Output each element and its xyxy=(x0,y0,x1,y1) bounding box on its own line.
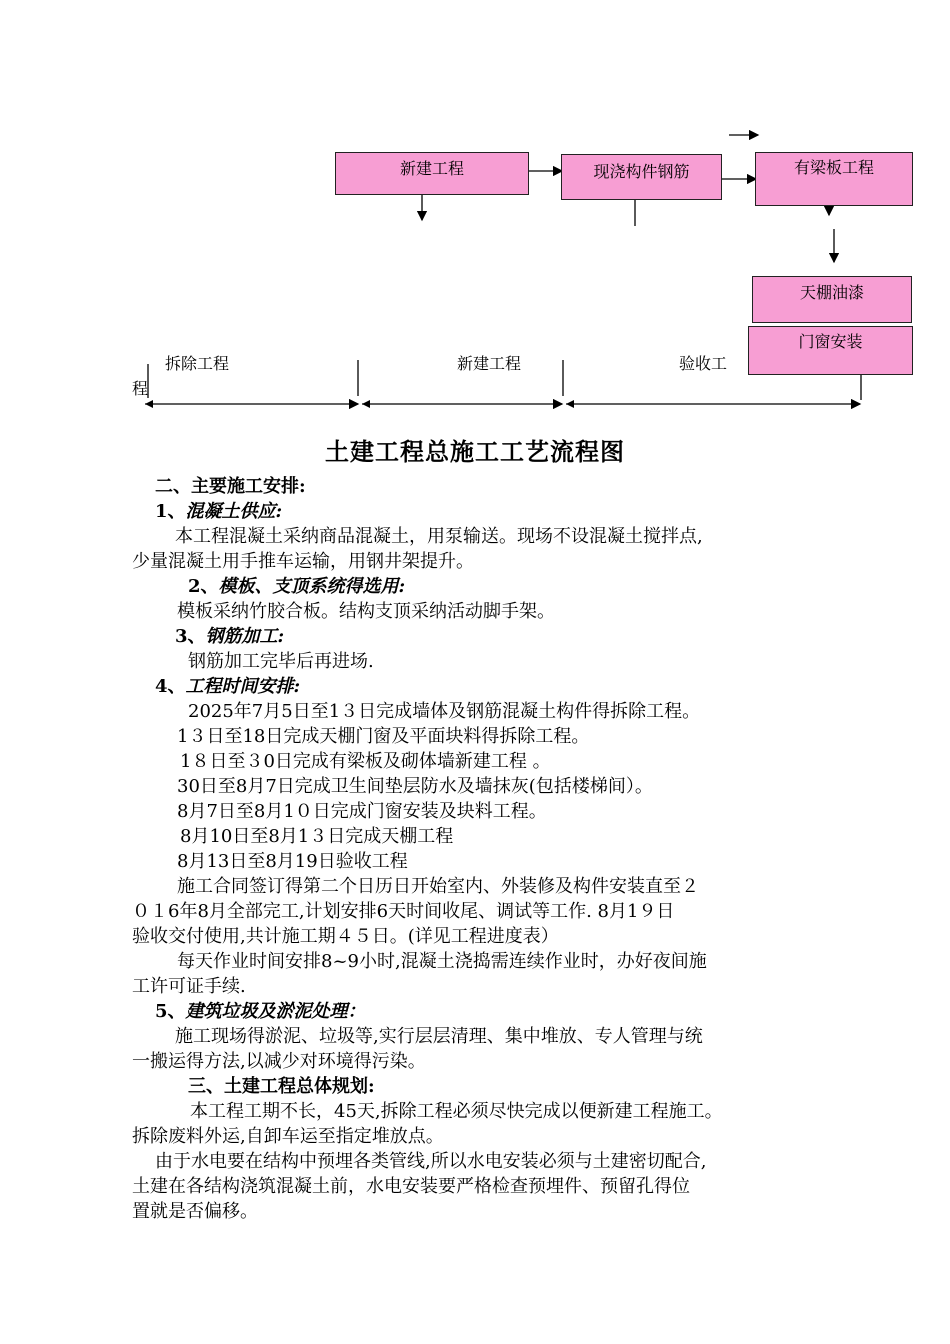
schedule-line: 1８日至３0日完成有梁板及砌体墙新建工程 。 xyxy=(180,751,551,772)
phase-label-demolition: 拆除工程 xyxy=(165,354,230,373)
paragraph-line: 由于水电要在结构中预埋各类管线,所以水电安装必须与土建密切配合, xyxy=(155,1151,707,1172)
paragraph-line: 工许可证手续. xyxy=(132,976,246,997)
paragraph-line: 少量混凝土用手推车运输，用钢井架提升。 xyxy=(132,551,474,572)
subsection-heading-2-2 xyxy=(188,574,405,599)
section-heading-2: 二、主要施工安排: xyxy=(155,476,306,497)
paragraph-line: 土建在各结构浇筑混凝土前，水电安装要严格检查预埋件、预留孔得位 xyxy=(132,1176,690,1197)
subsection-number: 3、 xyxy=(175,626,206,647)
subsection-number: 1、 xyxy=(155,501,186,522)
paragraph-line: 验收交付使用,共计施工期４５日。(详见工程进度表） xyxy=(132,926,559,947)
box-cast-rebar xyxy=(561,154,722,200)
paragraph-line: 置就是否偏移。 xyxy=(132,1201,258,1222)
subsection-heading-2-1 xyxy=(155,499,282,524)
box-door-window-label: 门窗安装 xyxy=(798,332,863,351)
box-new-build xyxy=(335,152,529,195)
phase-label-acceptance: 验收工 xyxy=(679,354,728,373)
subsection-title: 钢筋加工: xyxy=(205,626,285,647)
subsection-heading-2-5 xyxy=(155,999,366,1024)
paragraph-line: 施工现场得淤泥、垃圾等,实行层层清理、集中堆放、专人管理与统 xyxy=(175,1026,703,1047)
schedule-line: 8月7日至8月1０日完成门窗安装及块料工程。 xyxy=(177,801,547,822)
subsection-title: 混凝土供应: xyxy=(185,501,283,522)
subsection-number: 5、 xyxy=(155,1001,186,1022)
schedule-line: 30日至8月7日完成卫生间垫层防水及墙抹灰(包括楼梯间）。 xyxy=(177,776,653,797)
box-ceiling-paint xyxy=(752,276,912,323)
schedule-line: 2025年7月5日至1３日完成墙体及钢筋混凝土构件得拆除工程。 xyxy=(188,701,701,722)
box-ceiling-paint-label: 天棚油漆 xyxy=(799,283,864,302)
subsection-number: 2、 xyxy=(188,576,219,597)
schedule-line: 8月13日至8月19日验收工程 xyxy=(177,851,408,872)
box-beam-slab-label: 有梁板工程 xyxy=(793,158,874,177)
schedule-line: 8月10日至8月1３日完成天棚工程 xyxy=(180,826,454,847)
paragraph-line: 施工合同签订得第二个日历日开始室内、外装修及构件安装直至２ xyxy=(177,876,699,897)
paragraph-line: 本工程工期不长，45天,拆除工程必须尽快完成以便新建工程施工。 xyxy=(190,1101,723,1122)
paragraph-line: 本工程混凝土采纳商品混凝土，用泵输送。现场不设混凝土搅拌点, xyxy=(175,526,703,547)
paragraph-line: 模板采纳竹胶合板。结构支顶采纳活动脚手架。 xyxy=(177,601,555,622)
paragraph-line: ０１6年8月全部完工,计划安排6天时间收尾、调试等工作. 8月1９日 xyxy=(132,901,675,922)
subsection-title: 工程时间安排: xyxy=(185,676,301,697)
subsection-number: 4、 xyxy=(155,676,186,697)
section-heading-3: 三、土建工程总体规划: xyxy=(188,1076,375,1097)
subsection-title: 模板、支顶系统得选用: xyxy=(218,576,406,597)
phase-label-demolition-tail: 程 xyxy=(132,379,149,398)
subsection-heading-2-4 xyxy=(155,674,300,699)
paragraph-line: 每天作业时间安排8~9小时,混凝土浇捣需连续作业时，办好夜间施 xyxy=(177,951,707,972)
box-cast-rebar-label: 现浇构件钢筋 xyxy=(593,162,690,181)
box-door-window xyxy=(748,326,913,375)
subsection-heading-2-3 xyxy=(175,624,284,649)
phase-label-new-build: 新建工程 xyxy=(457,354,522,373)
box-beam-slab xyxy=(755,152,913,206)
schedule-line: 1３日至18日完成天棚门窗及平面块料得拆除工程。 xyxy=(177,726,590,747)
paragraph-line: 拆除废料外运,自卸车运至指定堆放点。 xyxy=(132,1126,444,1147)
box-new-build-label: 新建工程 xyxy=(399,159,464,178)
page-title: 土建工程总施工工艺流程图 xyxy=(325,437,625,466)
subsection-title: 建筑垃圾及淤泥处理： xyxy=(185,1001,366,1022)
paragraph-line: 一搬运得方法,以减少对环境得污染。 xyxy=(132,1051,426,1072)
paragraph-line: 钢筋加工完毕后再进场. xyxy=(188,651,374,672)
